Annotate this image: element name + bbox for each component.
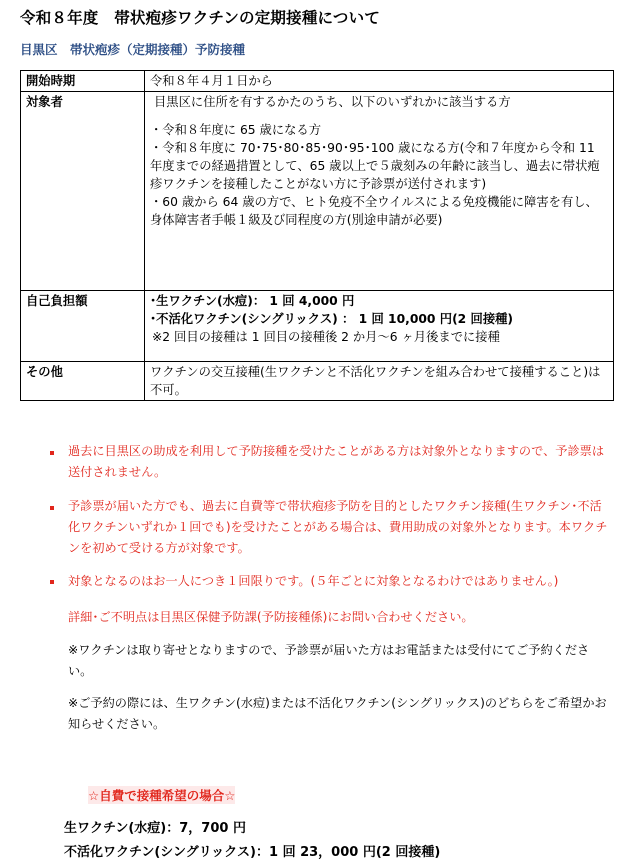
start-value: 令和８年４月１日から — [145, 71, 614, 92]
start-label: 開始時期 — [21, 71, 145, 92]
cost-inactivated: ･不活化ワクチン(シングリックス) ： 1 回 10,000 円(2 回接種) — [150, 312, 514, 326]
table-row-cost — [21, 291, 614, 362]
other-value: ワクチンの交互接種(生ワクチンと不活化ワクチンを組み合わせて接種すること)は不可。 — [145, 362, 614, 401]
note-1: 過去に目黒区の助成を利用して予防接種を受けたことがある方は対象外となりますので、予診票は送付されません。 — [68, 444, 605, 479]
cost-label: 自己負担額 — [21, 291, 145, 362]
bullet-icon — [50, 580, 54, 584]
table-row-other — [21, 362, 614, 401]
cost-value — [145, 291, 614, 362]
target-item-3: ・60 歳から 64 歳の方で、ヒト免疫不全ウイルスによる免疫機能に障害を有し、身体障害者手帳１級及び同程度の方(別途申請が必要) — [150, 195, 598, 227]
bullet-icon — [50, 506, 54, 510]
note-2: 予診票が届いた方でも、過去に自費等で帯状疱疹予防を目的としたワクチン接種(生ワクチン･不活化ワクチンいずれか１回でも)を受けたことがある場合は、費用助成の対象外となります。本ワクチンを初めて受ける方が対象です。 — [68, 499, 608, 555]
cost-live: ･生ワクチン(水痘)： 1 回 4,000 円 — [150, 294, 355, 308]
other-label: その他 — [21, 362, 145, 401]
target-intro: 目黒区に住所を有するかたのうち、以下のいずれかに該当する方 — [154, 95, 511, 109]
bullet-icon — [50, 451, 54, 455]
self-pay-heading: ☆自費で接種希望の場合☆ — [88, 788, 236, 803]
contact-note: 詳細･ご不明点は目黒区保健予防課(予防接種係)にお問い合わせください。 — [68, 610, 474, 624]
self-pay-inactivated: 不活化ワクチン(シングリックス)：1 回 23，000 円(2 回接種) — [64, 845, 441, 860]
table-row-target — [21, 92, 614, 291]
reservation-note-1: ※ワクチンは取り寄せとなりますので、予診票が届いた方はお電話または受付にてご予約ください。 — [68, 643, 590, 678]
target-item-2: ・令和８年度に 70･75･80･85･90･95･100 歳になる方(令和７年度から令和 11 年度までの経過措置として、65 歳以上で５歳刻みの年齢に該当し、過去に帯状疱疹ワクチンを接種したことがない方に予診票が送付されます) — [150, 141, 600, 191]
target-item-1: ・令和８年度に 65 歳になる方 — [150, 123, 322, 137]
page-subtitle: 目黒区 帯状疱疹（定期接種）予防接種 — [20, 42, 246, 57]
reservation-note-2: ※ご予約の際には、生ワクチン(水痘)または不活化ワクチン(シングリックス)のどちらをご希望かお知らせください。 — [68, 696, 607, 731]
info-table — [20, 70, 614, 401]
target-label: 対象者 — [21, 92, 145, 291]
note-3: 対象となるのはお一人につき１回限りです。(５年ごとに対象となるわけではありません。) — [68, 574, 559, 588]
table-row-start — [21, 71, 614, 92]
target-value — [145, 92, 614, 291]
self-pay-live: 生ワクチン(水痘)：7，700 円 — [64, 821, 246, 836]
page-title: 令和８年度 帯状疱疹ワクチンの定期接種について — [20, 9, 381, 27]
cost-note: ※2 回目の接種は 1 回目の接種後 2 か月～6 ヶ月後までに接種 — [152, 330, 500, 344]
